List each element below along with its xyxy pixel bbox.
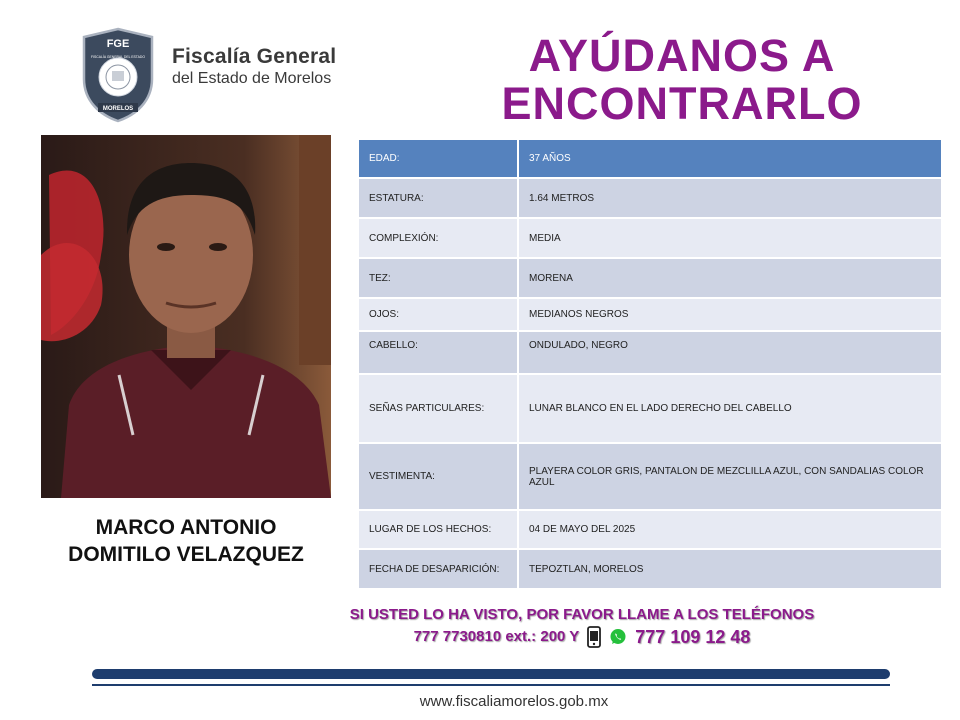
table-row (359, 218, 941, 258)
detail-label-vestimenta: VESTIMENTA: (359, 443, 518, 510)
whatsapp-icon (609, 628, 627, 646)
mobile-phone-icon (587, 626, 601, 648)
contact-callout (232, 604, 932, 648)
svg-text:MORELOS: MORELOS (102, 106, 134, 112)
footer-divider-thin (92, 684, 890, 686)
website-url: www.fiscaliamorelos.gob.mx (419, 693, 609, 710)
org-name (172, 45, 336, 89)
table-row (359, 258, 941, 298)
table-row (359, 374, 941, 443)
detail-value-senas: LUNAR BLANCO EN EL LADO DERECHO DEL CABELLO (518, 374, 941, 443)
detail-value-cabello: ONDULADO, NEGRO (518, 331, 941, 374)
detail-label-edad: EDAD: (359, 140, 518, 178)
table-row (359, 331, 941, 374)
table-row (359, 443, 941, 510)
svg-text:FISCALÍA GENERAL DEL ESTADO: FISCALÍA GENERAL DEL ESTADO (91, 55, 145, 59)
detail-label-ojos: OJOS: (359, 298, 518, 331)
svg-text:FGE: FGE (106, 38, 130, 50)
headline-line2: ENCONTRARLO (501, 78, 863, 129)
detail-label-estatura: ESTATURA: (359, 178, 518, 218)
org-name-line1: Fiscalía General (172, 45, 337, 68)
detail-value-vestimenta: PLAYERA COLOR GRIS, PANTALON DE MEZCLILLA AZUL, CON SANDALIAS COLOR AZUL (518, 443, 941, 510)
table-row (359, 298, 941, 331)
headline (440, 32, 924, 128)
detail-label-senas: SEÑAS PARTICULARES: (359, 374, 518, 443)
detail-value-lugar: 04 DE MAYO DEL 2025 (518, 510, 941, 549)
person-details-table (359, 140, 941, 590)
table-row (359, 549, 941, 589)
footer-divider-thick (92, 669, 890, 679)
missing-person-name (40, 514, 332, 568)
contact-phones (414, 626, 751, 648)
headline-line1: AYÚDANOS A (528, 30, 836, 81)
detail-value-ojos: MEDIANOS NEGROS (518, 298, 941, 331)
missing-person-photo (41, 135, 331, 498)
table-row (359, 140, 941, 178)
detail-label-complexion: COMPLEXIÓN: (359, 218, 518, 258)
person-name-line2: DOMITILO VELAZQUEZ (68, 543, 304, 566)
detail-value-estatura: 1.64 METROS (518, 178, 941, 218)
detail-label-tez: TEZ: (359, 258, 518, 298)
detail-label-cabello: CABELLO: (359, 331, 518, 374)
detail-label-lugar: LUGAR DE LOS HECHOS: (359, 510, 518, 549)
person-name-line1: MARCO ANTONIO (95, 516, 277, 539)
detail-value-fecha: TEPOZTLAN, MORELOS (518, 549, 941, 589)
contact-phone2: 777 109 12 48 (635, 627, 751, 647)
detail-value-complexion: MEDIA (518, 218, 941, 258)
detail-value-tez: MORENA (518, 258, 941, 298)
table-row (359, 178, 941, 218)
org-name-line2: del Estado de Morelos (172, 70, 332, 87)
table-row (359, 510, 941, 549)
contact-phone1: 777 7730810 ext.: 200 Y (413, 628, 580, 645)
detail-label-fecha: FECHA DE DESAPARICIÓN: (359, 549, 518, 589)
detail-value-edad: 37 AÑOS (518, 140, 941, 178)
contact-line1: SI USTED LO HA VISTO, POR FAVOR LLAME A LOS TELÉFONOS (349, 606, 815, 623)
fge-shield-logo (80, 27, 156, 123)
